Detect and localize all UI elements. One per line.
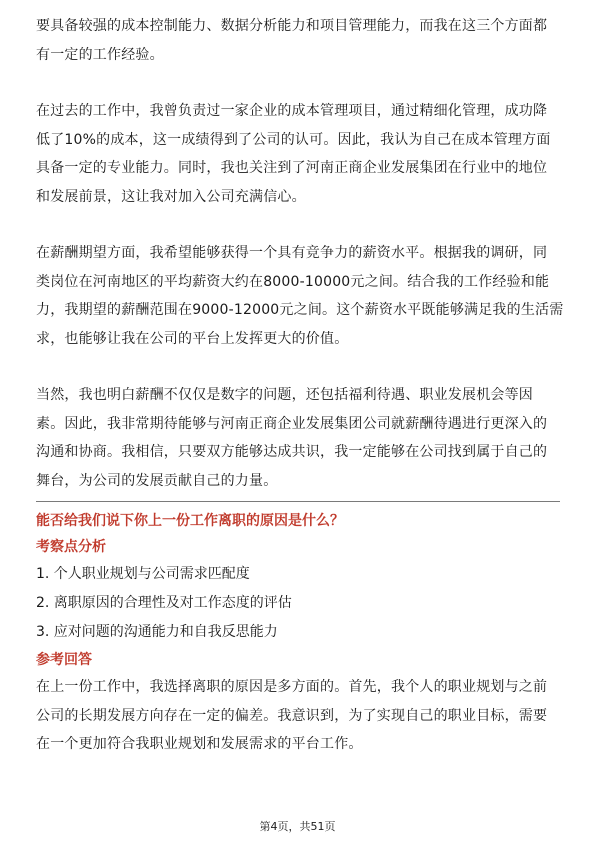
paragraph-line: 具备一定的专业能力。同时，我也关注到了河南正商企业发展集团在行业中的地位 (36, 160, 548, 176)
paragraph-line: 和发展前景，这让我对加入公司充满信心。 (36, 188, 306, 205)
assessment-title: 考察点分析 (36, 539, 106, 555)
paragraph-line: 在过去的工作中，我曾负责过一家企业的成本管理项目，通过精细化管理，成功降 (36, 103, 548, 119)
paragraph-line: 公司的长期发展方向存在一定的偏差。我意识到，为了实现自己的职业目标，需要 (36, 707, 548, 724)
paragraph-line: 力，我期望的薪酬范围在9000-12000元之间。这个薪资水平既能够满足我的生活需 (36, 302, 564, 318)
paragraph-line: 要具备较强的成本控制能力、数据分析能力和项目管理能力，而我在这三个方面都 (36, 18, 548, 34)
paragraph-line: 有一定的工作经验。 (36, 46, 164, 63)
reference-answer (36, 673, 560, 759)
paragraph-3 (36, 239, 564, 353)
paragraph-2 (36, 97, 560, 211)
paragraph-line: 舞台，为公司的发展贡献自己的力量。 (36, 472, 278, 489)
paragraph-line: 当然，我也明白薪酬不仅仅是数字的问题，还包括福利待遇、职业发展机会等因 (36, 387, 533, 403)
interview-question: 能否给我们说下你上一份工作离职的原因是什么？ (36, 513, 344, 529)
paragraph-line: 求，也能够让我在公司的平台上发挥更大的价值。 (36, 330, 349, 347)
paragraph-line: 在上一份工作中，我选择离职的原因是多方面的。首先，我个人的职业规划与之前 (36, 679, 548, 695)
paragraph-1 (36, 12, 560, 69)
paragraph-line: 沟通和协商。我相信，只要双方能够达成共识，我一定能够在公司找到属于自己的 (36, 444, 548, 460)
paragraph-line: 在薪酬期望方面，我希望能够获得一个具有竞争力的薪资水平。根据我的调研，同 (36, 245, 548, 261)
assessment-item: 2. 离职原因的合理性及对工作态度的评估 (36, 595, 292, 611)
paragraph-4 (36, 381, 560, 495)
assessment-item: 1. 个人职业规划与公司需求匹配度 (36, 566, 250, 582)
reference-title: 参考回答 (36, 652, 92, 668)
paragraph-line: 类岗位在河南地区的平均薪资大约在8000-10000元之间。结合我的工作经验和能 (36, 273, 550, 290)
paragraph-line: 素。因此，我非常期待能够与河南正商企业发展集团公司就薪酬待遇进行更深入的 (36, 415, 548, 432)
section-divider (36, 501, 560, 502)
document-page (36, 12, 564, 759)
paragraph-line: 在一个更加符合我职业规划和发展需求的平台工作。 (36, 736, 363, 752)
page-footer: 第4页，共51页 (259, 820, 336, 833)
paragraph-line: 低了10%的成本，这一成绩得到了公司的认可。因此，我认为自己在成本管理方面 (36, 131, 551, 148)
assessment-item: 3. 应对问题的沟通能力和自我反思能力 (36, 624, 278, 640)
